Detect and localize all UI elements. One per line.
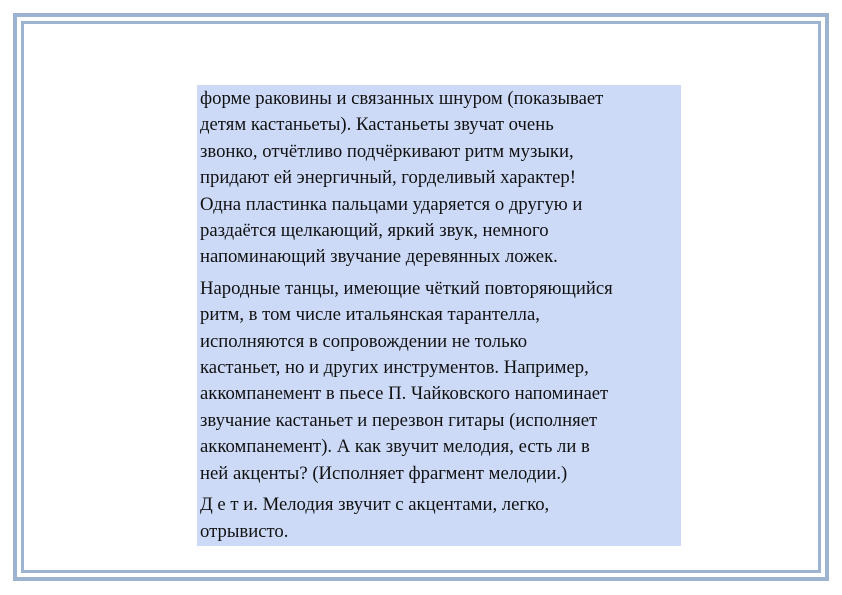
paragraph-folk-dances: Народные танцы, имеющие чёткий повторяющийся ритм, в том числе итальянская тарантелла, исполняются в сопровождении не только кастаньет, но и других инструментов. Например, аккомпанемент в пьесе П. Чайковского напоминает звучание кастаньет и перезвон гитары (исполняет аккомпанемент). А как звучит мелодия, есть ли в ней акценты? (Исполняет фрагмент мелодии.): [200, 277, 613, 484]
text-block: [197, 85, 681, 546]
paragraph-children-answer: Д е т и. Мелодия звучит с акцентами, легко, отрывисто.: [200, 494, 550, 542]
paragraph-castanets-description: форме раковины и связанных шнуром (показывает детям кастаньеты). Кастаньеты звучат очень звонко, отчётливо подчёркивают ритм музыки, придают ей энергичный, горделивый характер! Одна пластинка пальцами ударяется о другую и раздаётся щелкающий, яркий звук, немного напоминающий звучание деревянных ложек.: [200, 88, 604, 268]
